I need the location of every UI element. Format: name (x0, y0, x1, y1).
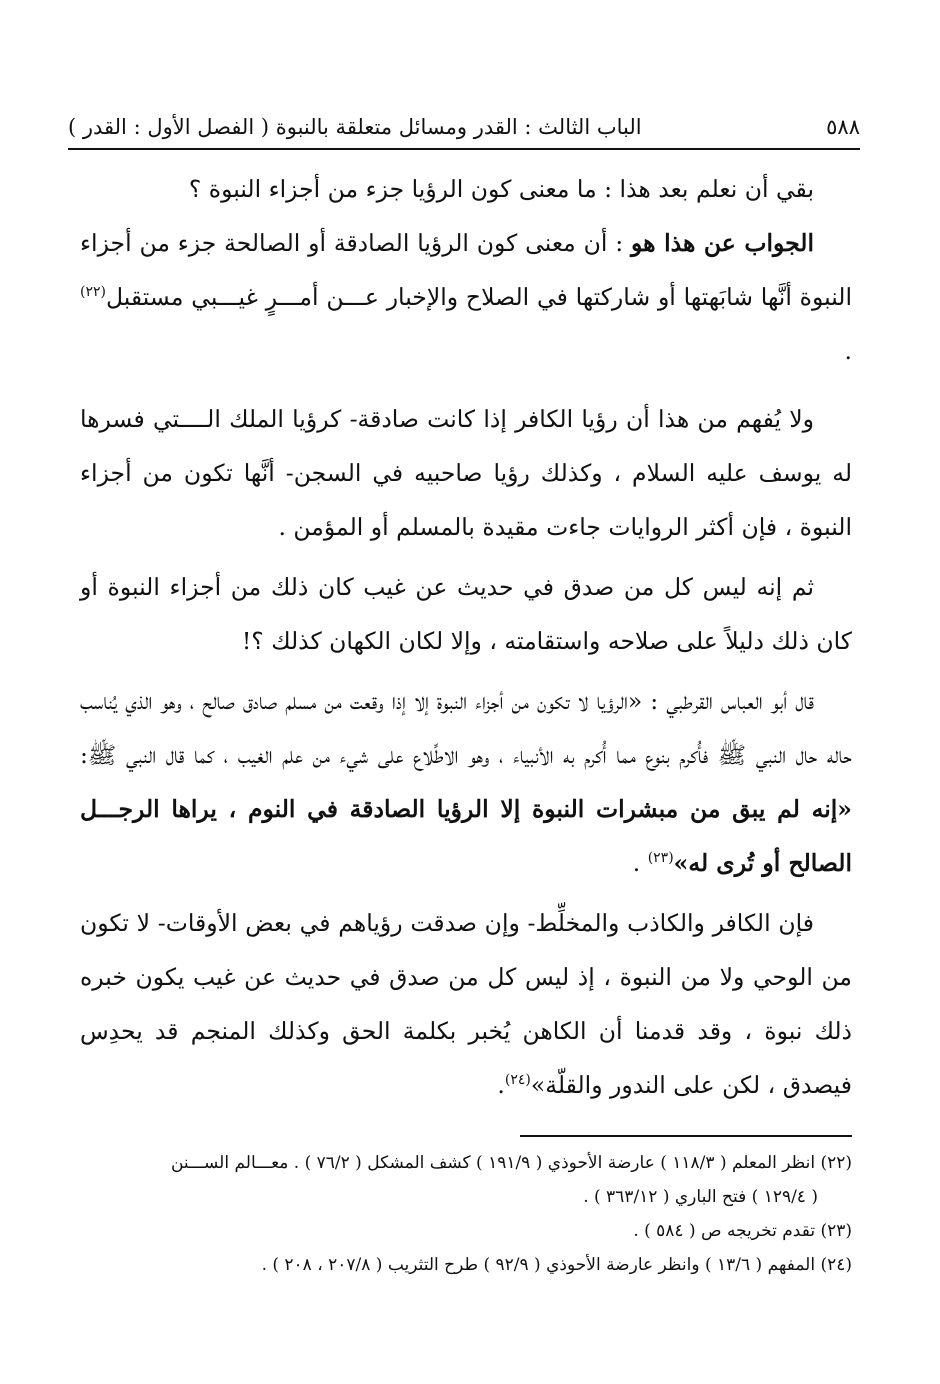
hadith-quote: «إنه لم يبق من مبشرات النبوة إلا الرؤيا الصادقة في النوم ، يراها الرجـــل الصالح أو تُرى له» (80, 795, 852, 877)
paragraph-1-text: بقي أن نعلم بعد هذا : ما معنى كون الرؤيا جزء من أجزاء النبوة ؟ (188, 175, 814, 203)
running-head: الباب الثالث : القدر ومسائل متعلقة بالنبوة ( الفصل الأول : القدر ) (68, 115, 642, 139)
footnotes (74, 1146, 852, 1282)
header-rule (68, 148, 860, 150)
footnote-22-line-2: ( ١٢٩/٤ ) فتح الباري ( ٣٦٣/١٢ ) . (583, 1187, 818, 1207)
paragraph-2-text: : أن معنى كون الرؤيا الصادقة أو الصالحة جزء من أجزاء النبوة أنَّها شابَهتها أو شاركتها في الصلاح والإخبار عـــن أمـــرٍ غيـــبي مستقبل (80, 229, 852, 311)
footnote-separator (520, 1135, 852, 1137)
paragraph-2-end: . (844, 337, 852, 365)
paragraph-not-every-truth (80, 560, 852, 668)
footnote-ref-24[interactable]: (٢٤) (504, 1072, 531, 1089)
paragraph-4-text: ثم إنه ليس كل من صدق في حديث عن غيب كان ذلك من أجزاء النبوة أو كان ذلك دليلاً على صلاحه واستقامته ، وإلا لكان الكهان كذلك ؟! (80, 573, 852, 655)
paragraph-kafir-dream (80, 392, 852, 554)
footnote-23-text: (٢٣) تقدم تخريجه ص ( ٥٨٤ ) . (633, 1221, 852, 1241)
paragraph-3-text: ولا يُفهم من هذا أن رؤيا الكافر إذا كانت صادقة- كرؤيا الملك الــــتي فسرها له يوسف عليه السلام ، وكذلك رؤيا صاحبيه في السجن- أنَّها تكون من أجزاء النبوة ، فإن أكثر الروايات جاءت مقيدة بالمسلم أو المؤمن . (80, 405, 852, 541)
paragraph-question (80, 162, 852, 216)
paragraph-5-end: . (632, 849, 648, 877)
footnote-24-text: (٢٤) المفهم ( ١٣/٦ ) وانظر عارضة الأحوذي ( ٩٢/٩ ) طرح التثريب ( ٢٠٧/٨ ، ٢٠٨ ) . (261, 1255, 852, 1275)
paragraph-answer (80, 216, 852, 378)
footnote-22-line-1: (٢٢) انظر المعلم ( ١١٨/٣ ) عارضة الأحوذي ( ١٩١/٩ ) كشف المشكل ( ٧٦/٢ ) . معـــالم الســـنن (170, 1153, 852, 1173)
paragraph-6-end: . (497, 1071, 505, 1099)
page-number: ٥٨٨ (826, 115, 860, 139)
main-text (80, 162, 852, 1112)
paragraph-qurtubi-quote (80, 674, 852, 890)
footnote-ref-23[interactable]: (٢٣) (647, 850, 674, 867)
paragraph-5-text: قال أبو العباس القرطبي : «الرؤيا لا تكون من أجزاء النبوة إلا إذا وقعت من مسلم صادق صالح ، وهو الذي يُناسب حاله حال النبي ﷺ فأُكرم بنوع مما أُكرم به الأنبياء ، وهو الاطِّلاع على شيء من علم الغيب ، كما قال النبي ﷺ: (80, 687, 852, 769)
paragraph-6-text: فإن الكافر والكاذب والمخلِّط- وإن صدقت رؤياهم في بعض الأوقات- لا تكون من الوحي ولا من النبوة ، إذ ليس كل من صدق في حديث عن غيب يكون خبره ذلك نبوة ، وقد قدمنا أن الكاهن يُخبر بكلمة الحق وكذلك المنجم قد يحدِس فيصدق ، لكن على الندور والقلّة» (80, 909, 852, 1099)
page-header (68, 110, 860, 144)
answer-heading: الجواب عن هذا هو (631, 229, 814, 257)
footnote-23 (74, 1214, 852, 1248)
footnote-ref-22[interactable]: (٢٢) (80, 284, 106, 301)
paragraph-kafir-liar (80, 896, 852, 1112)
footnote-24 (74, 1248, 852, 1282)
footnote-22 (74, 1146, 852, 1214)
